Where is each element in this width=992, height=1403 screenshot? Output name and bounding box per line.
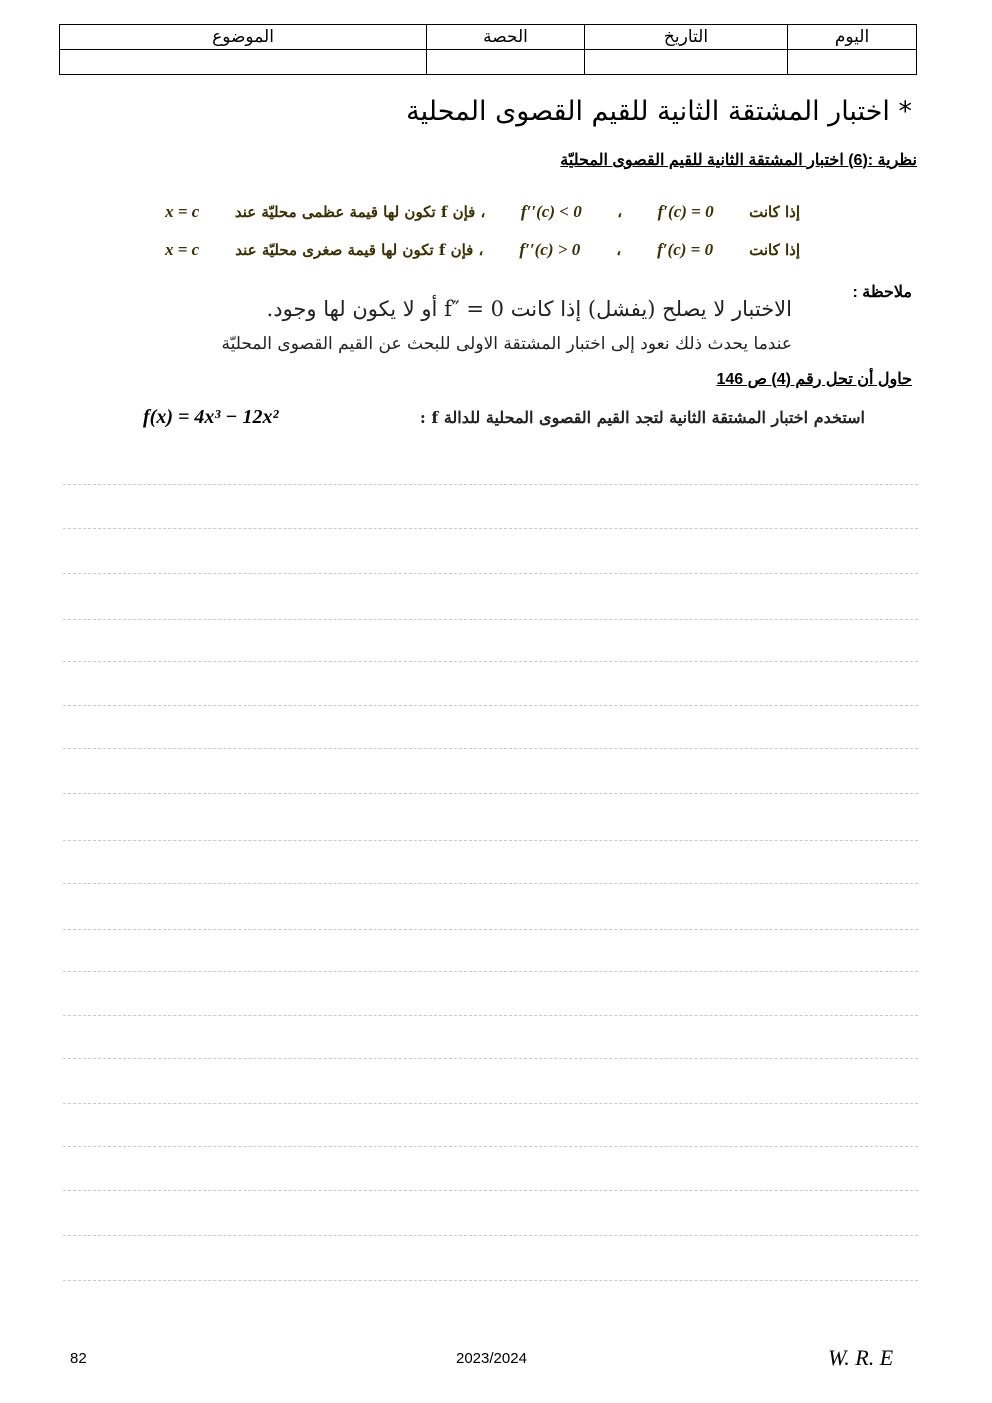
- author-initials: W. R. E: [828, 1345, 894, 1370]
- max-then: ، فإن f تكون لها قيمة عظمى محليّة عند: [234, 203, 486, 221]
- writing-line[interactable]: [63, 748, 918, 749]
- header-day-value[interactable]: [788, 50, 917, 75]
- header-labels-row: [60, 25, 917, 50]
- header-subject-value[interactable]: [60, 50, 427, 75]
- writing-line[interactable]: [63, 661, 918, 662]
- exercise-text: استخدم اختبار المشتقة الثانية لتجد القيم القصوى المحلية للدالة f :: [419, 408, 865, 427]
- writing-line[interactable]: [63, 484, 918, 485]
- note-label: ملاحظة :: [852, 284, 912, 301]
- writing-line[interactable]: [63, 528, 918, 529]
- header-day: اليوم: [788, 25, 917, 50]
- header-empty-row: [60, 50, 917, 75]
- writing-line[interactable]: [63, 1015, 918, 1016]
- max-cond1: f′(c) = 0: [657, 202, 714, 221]
- page-number: 82: [70, 1350, 87, 1367]
- writing-line[interactable]: [63, 705, 918, 706]
- writing-line[interactable]: [63, 1190, 918, 1191]
- header-date: التاريخ: [585, 25, 788, 50]
- min-cond1: f′(c) = 0: [657, 240, 714, 259]
- max-cond2: f′′(c) < 0: [520, 202, 582, 221]
- writing-line[interactable]: [63, 929, 918, 930]
- note-line-2: عندما يحدث ذلك نعود إلى اختبار المشتقة الاولى للبحث عن القيم القصوى المحليّة: [221, 334, 792, 354]
- exercise-heading: حاول أن تحل رقم (4) ص 146: [716, 371, 912, 388]
- writing-line[interactable]: [63, 1058, 918, 1059]
- max-intro: إذا كانت: [749, 203, 800, 221]
- writing-line[interactable]: [63, 840, 918, 841]
- school-year: 2023/2024: [456, 1350, 527, 1367]
- min-then: ، فإن f تكون لها قيمة صغرى محليّة عند: [235, 241, 484, 259]
- max-sep: ،: [617, 203, 623, 221]
- header-session: الحصة: [427, 25, 585, 50]
- page-title: * اختبار المشتقة الثانية للقيم القصوى المحلية: [406, 96, 912, 127]
- theorem-heading: نظرية :(6) اختبار المشتقة الثانية للقيم القصوى المحليّة: [560, 152, 917, 169]
- header-subject: الموضوع: [60, 25, 427, 50]
- writing-line[interactable]: [63, 1146, 918, 1147]
- min-point: x = c: [165, 240, 200, 259]
- header-date-value[interactable]: [585, 50, 788, 75]
- min-sep: ،: [616, 241, 622, 259]
- writing-line[interactable]: [63, 1235, 918, 1236]
- note-line-1: الاختبار لا يصلح (يفشل) إذا كانت 0 = ″f أو لا يكون لها وجود.: [266, 297, 792, 321]
- min-intro: إذا كانت: [749, 241, 800, 259]
- writing-line[interactable]: [63, 1280, 918, 1281]
- min-cond2: f′′(c) > 0: [519, 240, 581, 259]
- writing-line[interactable]: [63, 971, 918, 972]
- writing-line[interactable]: [63, 619, 918, 620]
- writing-line[interactable]: [63, 883, 918, 884]
- writing-line[interactable]: [63, 793, 918, 794]
- theorem-max-line: [165, 202, 800, 222]
- writing-line[interactable]: [63, 1103, 918, 1104]
- header-session-value[interactable]: [427, 50, 585, 75]
- writing-line[interactable]: [63, 573, 918, 574]
- exercise-function: f(x) = 4x³ − 12x²: [143, 406, 279, 428]
- header-table: [59, 24, 917, 75]
- max-point: x = c: [165, 202, 200, 221]
- theorem-min-line: [165, 240, 800, 260]
